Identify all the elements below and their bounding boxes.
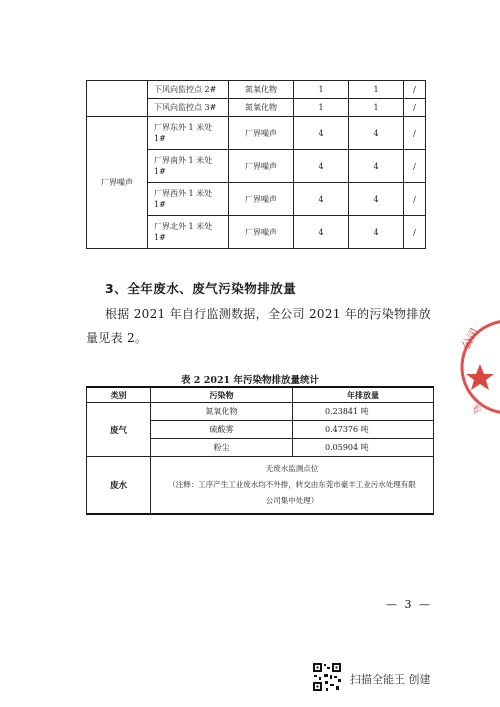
column-header: 类别 [87,387,151,403]
monitoring-point-cell: 厂界北外 1 米处 1# [148,216,229,249]
column-header: 年排放量 [293,387,434,403]
wastewater-note-cell [151,457,434,515]
table-row [87,457,434,515]
value-cell: 4 [294,216,349,249]
value-cell: 4 [294,150,349,183]
monitoring-item-cell: 氮氧化物 [229,81,294,99]
category-cell: 废气 [87,403,151,457]
monitoring-point-cell: 下风向监控点 3# [148,99,229,117]
monitoring-item-cell: 氮氧化物 [229,99,294,117]
column-header: 污染物 [151,387,293,403]
value-cell: 4 [294,183,349,216]
monitoring-item-cell: 厂界噪声 [229,117,294,150]
value-cell: / [404,216,426,249]
svg-text:公司: 公司 [459,325,482,352]
note-line: 无废水监测点位 [265,464,319,473]
amount-cell: 0.47376 吨 [293,421,434,439]
amount-cell: 0.23841 吨 [293,403,434,421]
table-cell-empty [87,81,148,117]
page-number: — 3 — [386,598,432,611]
pollutant-cell: 粉尘 [151,439,293,457]
note-line: 公司集中处理） [265,496,319,505]
note-line: （注释：工序产生工业废水均不外排，转交由东莞市豪丰工业污水处理有限 [168,480,416,489]
monitoring-point-cell: 厂界西外 1 米处 1# [148,183,229,216]
table-caption: 表 2 2021 年污染物排放量统计 [181,375,319,386]
table-header-row [87,387,434,403]
value-cell: / [404,183,426,216]
pollutant-cell: 硫酸雾 [151,421,293,439]
table-row [87,117,426,150]
value-cell: / [404,117,426,150]
category-cell: 废水 [87,457,151,515]
value-cell: 4 [349,183,404,216]
scanner-watermark: 扫描全能王 创建 [350,673,431,686]
amount-cell: 0.05904 吨 [293,439,434,457]
value-cell: 4 [349,117,404,150]
monitoring-point-cell: 厂界东外 1 米处 1# [148,117,229,150]
value-cell: 1 [294,81,349,99]
noise-category-cell: 厂界噪声 [87,117,148,249]
monitoring-item-cell: 厂界噪声 [229,216,294,249]
svg-text:专: 专 [468,403,483,418]
value-cell: / [404,81,426,99]
emissions-table [86,386,434,515]
value-cell: / [404,99,426,117]
value-cell: 1 [294,99,349,117]
value-cell: 1 [349,99,404,117]
qr-code-icon [312,662,342,692]
value-cell: 1 [349,81,404,99]
monitoring-item-cell: 厂界噪声 [229,183,294,216]
pollutant-cell: 氮氧化物 [151,403,293,421]
value-cell: / [404,150,426,183]
value-cell: 4 [349,150,404,183]
value-cell: 4 [294,117,349,150]
table-row [87,403,434,421]
table-row [87,81,426,99]
company-seal [446,312,500,422]
monitoring-point-cell: 厂界南外 1 米处 1# [148,150,229,183]
value-cell: 4 [349,216,404,249]
monitoring-item-cell: 厂界噪声 [229,150,294,183]
monitoring-point-cell: 下风向监控点 2# [148,81,229,99]
monitoring-points-table [86,80,426,249]
section-heading: 3、全年废水、废气污染物排放量 [105,281,297,296]
body-paragraph: 根据 2021 年自行监测数据，全公司 2021 年的污染物排放量见表 2。 [86,307,431,345]
